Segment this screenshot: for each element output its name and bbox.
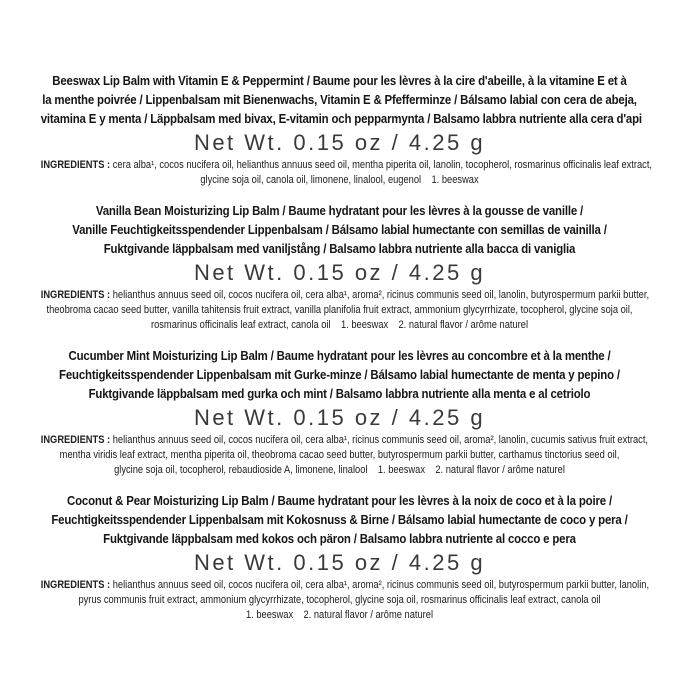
title-line: Coconut & Pear Moisturizing Lip Balm / Baume hydratant pour les lèvres à la noix de coco et à la poire /	[67, 493, 612, 508]
title-line: Vanilla Bean Moisturizing Lip Balm / Baume hydratant pour les lèvres à la gousse de vanille /	[95, 203, 584, 218]
ingredients-line: glycine soja oil, canola oil, limonene, linalool, eugenol 1. beeswax	[200, 174, 479, 186]
title-line: Feuchtigkeitsspendender Lippenbalsam mit Gurke-minze / Bálsamo labial humectante de menta y pepino /	[59, 367, 620, 382]
net-weight: Net Wt. 0.15 oz / 4.25 g	[193, 405, 486, 430]
product-title	[0, 491, 679, 548]
ingredients-line: 1. beeswax 2. natural flavor / arôme naturel	[245, 609, 434, 621]
ingredients-line	[40, 433, 649, 448]
ingredients-line: pyrus communis fruit extract, ammonium glycyrrhizate, tocopherol, glycine soja oil, rosmarinus officinalis leaf extract, canola oil	[78, 594, 601, 606]
ingredients-label: INGREDIENTS :	[40, 159, 111, 171]
title-line: la menthe poivrée / Lippenbalsam mit Bienenwachs, Vitamin E & Pfefferminze / Bálsamo labial con cera de abeja,	[42, 92, 637, 107]
ingredients-label: INGREDIENTS :	[40, 289, 111, 301]
ingredients-line: theobroma cacao seed butter, vanilla tahitensis fruit extract, vanilla planifolia fruit extract, ammonium glycyrrhizate, tocopherol, glycine soja oil,	[46, 304, 633, 316]
ingredients-line: mentha viridis leaf extract, mentha piperita oil, theobroma cacao seed butter, butyrospermum parkii butter, carthamus tinctorius seed oil,	[59, 449, 620, 461]
section-beeswax-peppermint	[0, 71, 679, 188]
ingredients-line: glycine soja oil, tocopherol, rebaudioside A, limonene, linalool 1. beeswax 2. natural flavor / arôme naturel	[114, 464, 565, 476]
net-weight: Net Wt. 0.15 oz / 4.25 g	[193, 550, 486, 575]
title-line: Fuktgivande läppbalsam med vaniljstång / Balsamo labbra nutriente alla bacca di vaniglia	[103, 241, 576, 256]
ingredients-label: INGREDIENTS :	[40, 579, 111, 591]
title-line: Cucumber Mint Moisturizing Lip Balm / Baume hydratant pour les lèvres au concombre et à la menthe /	[68, 348, 611, 363]
ingredients	[0, 288, 679, 333]
ingredients	[0, 433, 679, 478]
section-cucumber-mint	[0, 346, 679, 478]
title-line: vitamina E y menta / Läppbalsam med bivax, E-vitamin och pepparmynta / Balsamo labbra nutriente alla cera d'api	[40, 111, 642, 126]
title-line: Vanille Feuchtigkeitsspendender Lippenbalsam / Bálsamo labial humectante con semillas de vainilla /	[72, 222, 607, 237]
ingredients-text: helianthus annuus seed oil, cocos nucifera oil, cera alba¹, aroma², ricinus communis seed oil, lanolin, butyrospermum parkii butter,	[110, 289, 650, 301]
ingredients-line	[40, 288, 650, 303]
ingredients-text: cera alba¹, cocos nucifera oil, helianthus annuus seed oil, mentha piperita oil, lanolin, tocopherol, rosmarinus officinalis leaf extract,	[110, 159, 653, 171]
product-title	[0, 201, 679, 258]
net-weight: Net Wt. 0.15 oz / 4.25 g	[193, 130, 486, 155]
title-line: Feuchtigkeitsspendender Lippenbalsam mit Kokosnuss & Birne / Bálsamo labial humectante de coco y pera /	[51, 512, 628, 527]
ingredients	[0, 578, 679, 623]
ingredients-text: helianthus annuus seed oil, cocos nucifera oil, cera alba¹, ricinus communis seed oil, aroma², lanolin, cucumis sativus fruit extract,	[110, 434, 649, 446]
section-coconut-pear	[0, 491, 679, 623]
section-vanilla-bean	[0, 201, 679, 333]
ingredients-line: rosmarinus officinalis leaf extract, canola oil 1. beeswax 2. natural flavor / arôme naturel	[150, 319, 529, 331]
title-line: Fuktgivande läppbalsam med kokos och päron / Balsamo labbra nutriente al cocco e pera	[103, 531, 576, 546]
ingredients-text: helianthus annuus seed oil, cocos nucifera oil, cera alba¹, aroma², ricinus communis seed oil, butyrospermum parkii butter, lanolin,	[110, 579, 650, 591]
title-line: Beeswax Lip Balm with Vitamin E & Peppermint / Baume pour les lèvres à la cire d'abeille, à la vitamine E et à	[52, 73, 627, 88]
title-line: Fuktgivande läppbalsam med gurka och mint / Balsamo labbra nutriente alla menta e al cetriolo	[88, 386, 591, 401]
ingredients-line	[40, 158, 653, 173]
product-title	[0, 71, 679, 128]
product-title	[0, 346, 679, 403]
ingredients	[0, 158, 679, 188]
ingredients-label: INGREDIENTS :	[40, 434, 111, 446]
ingredients-line	[40, 578, 650, 593]
net-weight: Net Wt. 0.15 oz / 4.25 g	[193, 260, 486, 285]
